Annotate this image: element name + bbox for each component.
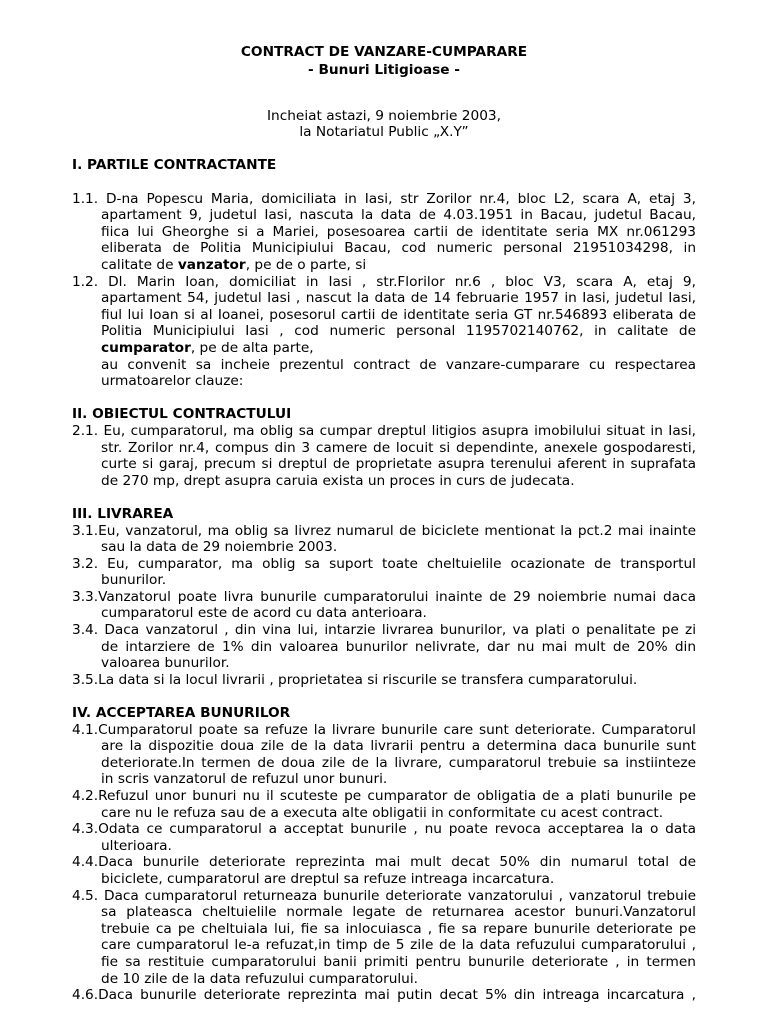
clause-line: fiul lui Ioan si al Ioanei, posesorul cartii de identitate seria GT nr.546893 eliberata de: [101, 306, 696, 323]
contract-document: [72, 0, 696, 1004]
clause-line: 2.1. Eu, cumparatorul, ma oblig sa cumpar dreptul litigios asupra imobilului situat in Iasi,: [72, 422, 696, 439]
clause-line: Politia Municipiului Iasi , cod numeric personal 1195702140762, in calitate de: [101, 323, 696, 340]
document-subtitle: - Bunuri Litigioase -: [308, 61, 460, 78]
section-heading: I. PARTILE CONTRACTANTE: [72, 157, 277, 174]
clause-line: 3.5.La data si la locul livrarii , proprietatea si riscurile se transfera cumparatorului.: [72, 671, 638, 688]
clause-item: [72, 423, 696, 489]
clause-line: 3.2. Eu, cumparator, ma oblig sa suport toate cheltuielile ocazionate de transportul: [72, 555, 696, 572]
clause-line: are la dispozitie doua zile de la data livrarii pentru a determina daca bunurile sunt: [101, 738, 696, 755]
clause-line: eliberata de Politia Municipiului Bacau, cod numeric personal 21951034298, in: [101, 240, 696, 257]
section-heading: IV. ACCEPTAREA BUNURILOR: [72, 705, 291, 722]
clause-item: [72, 672, 696, 689]
preamble-notary-line: la Notariatul Public „X.Y”: [299, 124, 469, 141]
clause-item: [72, 191, 696, 274]
clause-item: [72, 854, 696, 887]
party-role: cumparator: [101, 339, 191, 356]
clause-line: 1.2. Dl. Marin Ioan, domiciliat in Iasi , str.Florilor nr.6 , bloc V3, scara A, etaj 9,: [72, 273, 696, 290]
clause-line: 3.3.Vanzatorul poate livra bunurile cumparatorului inainte de 29 noiembrie numai daca: [72, 588, 696, 605]
preamble-date-line: Incheiat astazi, 9 noiembrie 2003,: [267, 107, 501, 124]
clause-item: [72, 722, 696, 788]
clause-item: [72, 622, 696, 672]
clause-line: 4.2.Refuzul unor bunuri nu il scuteste pe cumparator de obligatia de a plati bunurile pe: [72, 788, 696, 804]
clause-line: fiica lui Gheorghe si a Mariei, posesoarea cartii de identitate seria MX nr.061293: [101, 223, 696, 240]
clause-line: [72, 257, 696, 274]
clause-line: 4.3.Odata ce cumparatorul a acceptat bunurile , nu poate revoca acceptarea la o data: [72, 821, 696, 838]
clause-line: [72, 340, 696, 357]
contract-section: [72, 506, 696, 689]
clause-line: bunurilor.: [101, 572, 167, 589]
clause-item: [72, 888, 696, 988]
contract-sections: [72, 157, 696, 1003]
clause-line: biciclete, cumparatorul are dreptul sa refuze intreaga incarcatura.: [101, 870, 555, 887]
clause-line: de intarziere de 1% din valoarea bunurilor nelivrate, dar nu mai mult de 20% din: [101, 638, 696, 655]
clause-line: ulterioara.: [101, 837, 172, 854]
preamble: [72, 108, 696, 141]
clause-item: [72, 523, 696, 556]
clause-item: [72, 987, 696, 1004]
clause-line-text: , pe de o parte, si: [245, 257, 367, 273]
clause-item: [72, 274, 696, 357]
clause-line: valoarea bunurilor.: [101, 655, 230, 672]
section-heading: II. OBIECTUL CONTRACTULUI: [72, 406, 292, 423]
contract-section: [72, 406, 696, 489]
clause-line: 1.1. D-na Popescu Maria, domiciliata in Iasi, str Zorilor nr.4, bloc L2, scara A, etaj 3,: [72, 190, 696, 207]
clause-closing: [72, 357, 696, 390]
clause-item: [72, 821, 696, 854]
clause-line: 4.4.Daca bunurile deteriorate reprezinta mai mult decat 50% din numarul total de: [72, 854, 696, 871]
clause-line: fie sa restituie cumparatorului banii primiti pentru bunurile deteriorate , in termen: [101, 953, 696, 970]
contract-section: [72, 705, 696, 1004]
contract-section: [72, 157, 696, 389]
clause-line: in scris vanzatorul de refuzul unor bunuri.: [101, 771, 388, 788]
clause-line: deteriorate.In termen de doua zile de la livrare, cumparatorul trebuie sa instiinteze: [101, 754, 696, 771]
clause-line: care cumparatorul le-a refuzat,in timp de 5 zile de la data refuzului cumparatorului ,: [101, 937, 696, 954]
clause-line: urmatoarelor clauze:: [101, 373, 244, 390]
clause-line: curte si garaj, precum si dreptul de proprietate asupra terenului aferent in suprafata: [101, 456, 696, 473]
clause-item: [72, 556, 696, 589]
clause-item: [72, 788, 696, 821]
clause-line: 4.1.Cumparatorul poate sa refuze la livrare bunurile care sunt deteriorate. Cumparatorul: [72, 721, 696, 738]
clause-line: sa plateasca cheltuielile normale legate de returnarea acestor bunuri.Vanzatorul: [101, 904, 696, 921]
clause-line: 3.4. Daca vanzatorul , din vina lui, intarzie livrarea bunurilor, va plati o penalitate pe zi: [72, 622, 696, 639]
clause-line: 4.5. Daca cumparatorul returneaza bunurile deteriorate vanzatorului , vanzatorul trebuie: [72, 887, 696, 904]
section-heading: III. LIVRAREA: [72, 505, 174, 522]
clause-line: de 270 mp, drept asupra caruia exista un proces in curs de judecata.: [101, 472, 575, 489]
clause-line: sau la data de 29 noiembrie 2003.: [101, 539, 338, 556]
clause-line-text: calitate de: [101, 257, 178, 273]
clause-line: cumparatorul este de acord cu data anterioara.: [101, 605, 427, 622]
clause-line: 4.6.Daca bunurile deteriorate reprezinta mai putin decat 5% din intreaga incarcatura ,: [72, 987, 696, 1004]
clause-line: care nu le refuza sau de a executa alte obligatii in conformitate cu acest contract.: [101, 804, 664, 821]
clause-item: [72, 589, 696, 622]
clause-line: au convenit sa incheie prezentul contract de vanzare-cumparare cu respectarea: [101, 356, 696, 373]
document-title: CONTRACT DE VANZARE-CUMPARARE: [240, 43, 528, 60]
clause-line-text: , pe de alta parte,: [190, 339, 314, 356]
party-role: vanzator: [177, 257, 246, 273]
clause-line: 3.1.Eu, vanzatorul, ma oblig sa livrez numarul de biciclete mentionat la pct.2 mai inainte: [72, 522, 696, 539]
clause-line: de 10 zile de la data refuzului cumparatorului.: [101, 970, 419, 987]
clause-line: apartament 9, judetul Iasi, nascuta la data de 4.03.1951 in Bacau, judetul Bacau,: [101, 207, 696, 224]
clause-line: trebuie ca pe cheltuiala lui, fie sa inlocuiasca , fie sa repare bunurile deteriorate pe: [101, 920, 696, 937]
clause-line: str. Zorilor nr.4, compus din 3 camere de locuit si dependinte, anexele gospodaresti,: [101, 439, 696, 456]
clause-line: apartament 54, judetul Iasi , nascut la data de 14 februarie 1957 in Iasi, judetul Iasi,: [101, 290, 696, 307]
